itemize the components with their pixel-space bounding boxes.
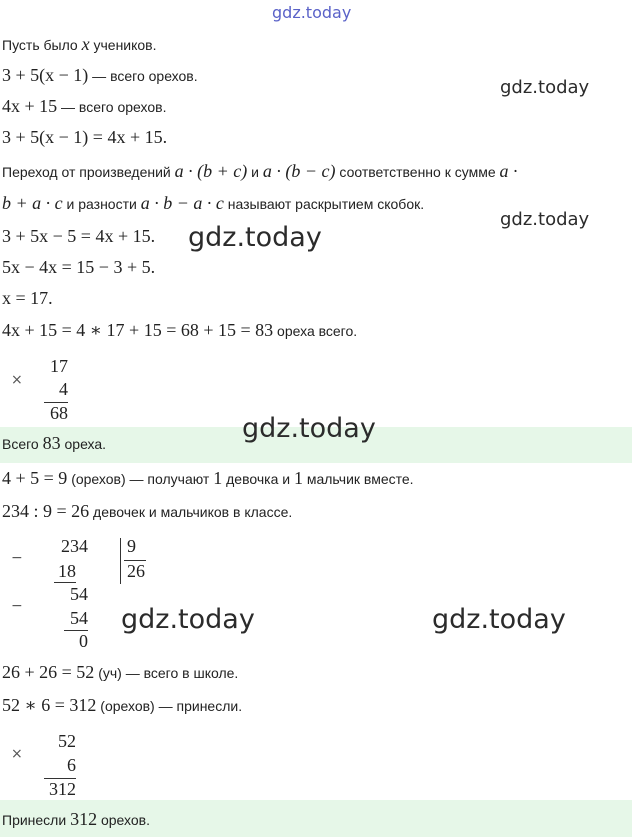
calc2-factor-a: 52 <box>58 731 76 751</box>
division-remainder-1: 54 <box>70 584 88 604</box>
calc1-factor-b: 4 <box>59 379 68 399</box>
text-line-12: 234 : 9 = 26 девочек и мальчиков в классе. <box>2 501 293 521</box>
watermark-4: gdz.today <box>242 413 376 444</box>
division-subtrahend-1: 18 <box>58 561 76 581</box>
text-line-6: 3 + 5x − 5 = 4x + 15. <box>2 226 156 246</box>
calc2-result: 312 <box>49 779 76 799</box>
watermark-3: gdz.today <box>188 222 322 253</box>
watermark-5: gdz.today <box>121 604 255 635</box>
text-line-3: 4x + 15 — всего орехов. <box>2 96 167 116</box>
text-line-11: 4 + 5 = 9 (орехов) — получают 1 девочка и 1 мальчик вместе. <box>2 468 414 488</box>
minus-sign-1: − <box>11 550 23 566</box>
division-dividend: 234 <box>61 536 88 556</box>
text-line-5a: Переход от произведений a · (b + c) и a · (b − c) соответственно к сумме a · <box>2 161 518 181</box>
multiply-sign-1: × <box>11 372 23 388</box>
text-line-5b: b + a · c и разности a · b − a · c называют раскрытием скобок. <box>2 193 425 213</box>
division-remainder-2: 0 <box>79 631 88 651</box>
calc1-factor-a: 17 <box>50 356 68 376</box>
text-line-15: Принесли 312 орехов. <box>2 809 150 829</box>
text-line-1: Пусть было x учеников. <box>2 34 157 54</box>
text-line-2: 3 + 5(x − 1) — всего орехов. <box>2 65 198 85</box>
text-line-13: 26 + 26 = 52 (уч) — всего в школе. <box>2 662 239 682</box>
text-line-10: Всего 83 ореха. <box>2 433 107 453</box>
division-quotient: 26 <box>127 561 145 581</box>
watermark-6: gdz.today <box>432 604 566 635</box>
text-line-14: 52 ∗ 6 = 312 (орехов) — принесли. <box>2 695 243 715</box>
division-divisor: 9 <box>127 536 136 556</box>
calc2-factor-b: 6 <box>67 755 76 775</box>
text-line-9: 4x + 15 = 4 ∗ 17 + 15 = 68 + 15 = 83 ореха всего. <box>2 320 358 340</box>
division-vertical-line <box>120 538 121 584</box>
calc1-result: 68 <box>50 403 68 423</box>
multiply-sign-2: × <box>11 746 23 762</box>
watermark-1: gdz.today <box>500 77 590 98</box>
text-line-7: 5x − 4x = 15 − 3 + 5. <box>2 257 156 277</box>
division-line-1 <box>54 582 76 583</box>
minus-sign-2: − <box>11 598 23 614</box>
watermark-2: gdz.today <box>500 209 590 230</box>
text-line-8: x = 17. <box>2 288 53 308</box>
text-line-4: 3 + 5(x − 1) = 4x + 15. <box>2 127 168 147</box>
division-subtrahend-2: 54 <box>70 608 88 628</box>
watermark-top: gdz.today <box>272 3 352 22</box>
